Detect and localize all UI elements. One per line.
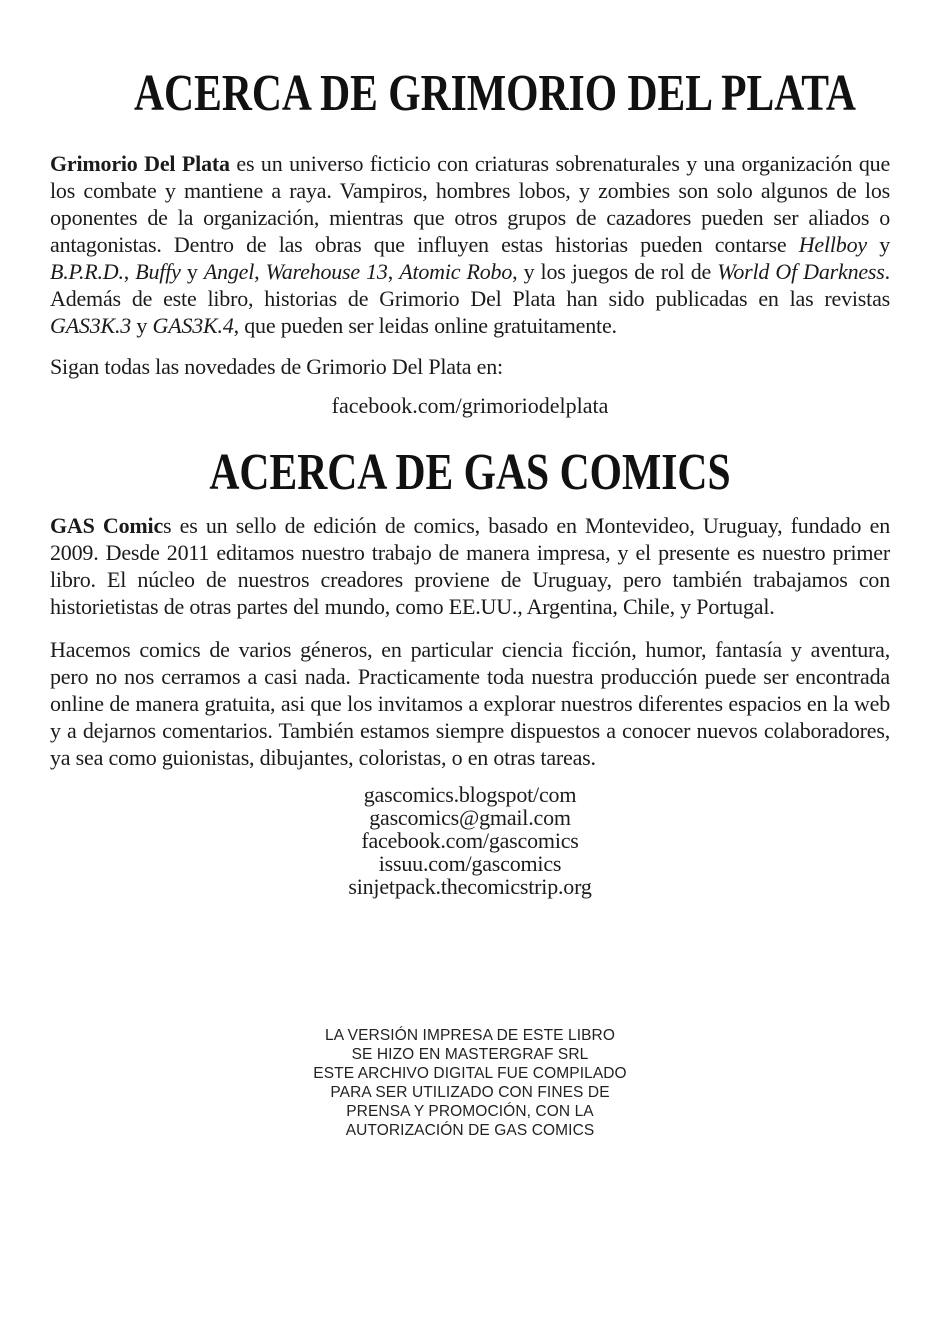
- italic-title-run: Atomic Robo: [399, 259, 513, 284]
- italic-title-run: B.P.R.D.: [50, 259, 124, 284]
- text-run: es un universo ficticio con criaturas sobrenaturales y una organización que los combate y mantiene a raya. Vampiros, hombres lobos, y zombies son solo algunos de los oponentes de la organización, mientras que otros grupos de cazadores pueden ser aliados o antagonistas. Dentro de las obras que influyen estas historias pueden contarse: [50, 151, 891, 257]
- print-edition-note-line: PRENSA Y PROMOCIÓN, CON LA: [346, 1103, 594, 1120]
- italic-title-run: Hellboy: [798, 232, 867, 257]
- paragraph-about-grimorio: [50, 150, 890, 339]
- paragraph-about-gas-1: [50, 512, 890, 620]
- print-edition-note-line: PARA SER UTILIZADO CON FINES DE: [330, 1084, 610, 1101]
- bold-text-run: Grimorio Del Plata: [50, 151, 230, 176]
- text-run: , y los juegos de rol de: [512, 259, 718, 284]
- text-run: y: [180, 259, 204, 284]
- gas-comics-link-text: issuu.com/gascomics: [378, 851, 562, 876]
- print-edition-note-line: LA VERSIÓN IMPRESA DE ESTE LIBRO: [324, 1027, 616, 1044]
- gas-comics-link-text: gascomics.blogspot/com: [363, 782, 577, 807]
- italic-title-run: Angel: [203, 259, 255, 284]
- print-edition-note-line: SE HIZO EN MASTERGRAF SRL: [351, 1046, 589, 1063]
- italic-title-run: Buffy: [135, 259, 181, 284]
- bold-text-run: GAS Comic: [50, 513, 164, 538]
- paragraph-about-gas-2: Hacemos comics de varios géneros, en particular ciencia ficción, humor, fantasía y aventura, pero no nos cerramos a casi nada. Practicamente toda nuestra producción puede ser encontrada online de manera gratuita, asi que los invitamos a explorar nuestros diferentes espacios en la web y a dejarnos comentarios. También estamos siempre dispuestos a conocer nuevos colaboradores, ya sea como guionistas, dibujantes, coloristas, o en otras tareas.: [50, 637, 890, 770]
- gas-comics-link-text: facebook.com/gascomics: [361, 828, 579, 853]
- text-run: ,: [254, 259, 266, 284]
- print-edition-note: [50, 1026, 890, 1140]
- text-run: ,: [123, 259, 136, 284]
- gas-comics-links-list: [50, 783, 890, 898]
- text-run: ,: [387, 259, 400, 284]
- text-run: s es un sello de edición de comics, basado en Montevideo, Uruguay, fundado en 2009. Desde 2011 editamos nuestro trabajo de manera impresa, y el presente es nuestro primer libro. El núcleo de nuestros creadores proviene de Uruguay, pero también trabajamos con historietistas de otras partes del mundo, como EE.UU., Argentina, Chile, y Portugal.: [50, 513, 890, 619]
- text-run: , que pueden ser leidas online gratuitamente.: [233, 313, 617, 338]
- text-run: . Además de este libro, historias de Grimorio Del Plata han sido publicadas en las revistas: [50, 259, 890, 311]
- text-run: y: [866, 232, 890, 257]
- gas-comics-link-text: gascomics@gmail.com: [369, 805, 571, 830]
- italic-title-run: GAS3K.4: [152, 313, 234, 338]
- facebook-grimorio-link-text: facebook.com/grimoriodelplata: [331, 393, 609, 418]
- follow-news-line: Sigan todas las novedades de Grimorio Del Plata en:: [50, 354, 503, 379]
- italic-title-run: Warehouse 13: [265, 259, 388, 284]
- text-run: y: [131, 313, 153, 338]
- italic-title-run: World Of Darkness: [717, 259, 885, 284]
- section-title-grimorio-del-plata: ACERCA DE GRIMORIO DEL PLATA: [134, 65, 856, 122]
- italic-title-run: GAS3K.3: [50, 313, 132, 338]
- section-title-gas-comics: ACERCA DE GAS COMICS: [209, 444, 731, 501]
- print-edition-note-line: AUTORIZACIÓN DE GAS COMICS: [345, 1122, 595, 1139]
- print-edition-note-line: ESTE ARCHIVO DIGITAL FUE COMPILADO: [313, 1065, 627, 1082]
- gas-comics-link-text: sinjetpack.thecomicstrip.org: [348, 874, 592, 899]
